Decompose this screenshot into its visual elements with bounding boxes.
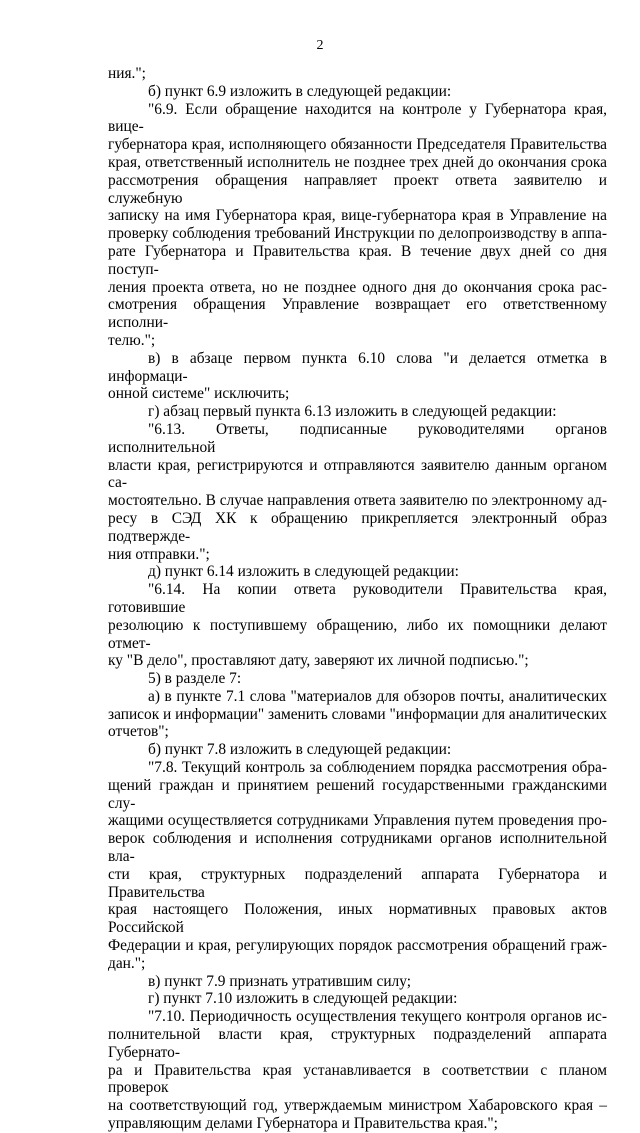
text-line: ку "В дело", проставляют дату, заверяют их личной подписью."; — [108, 652, 529, 670]
text-line: телю."; — [108, 331, 156, 349]
page-number: 2 — [316, 38, 324, 53]
text-line: сти края, структурных подразделений аппарата Губернатора и Правительства — [108, 865, 607, 901]
text-line: власти края, регистрируются и отправляются заявителю данным органом са- — [108, 456, 607, 492]
text-line: онной системе" исключить; — [108, 385, 290, 403]
text-line: "6.14. На копии ответа руководители Правительства края, готовившие — [108, 581, 607, 616]
text-line: рате Губернатора и Правительства края. В течение двух дней со дня поступ- — [108, 242, 607, 278]
text-line: щений граждан и принятием решений государственными гражданскими слу- — [108, 776, 607, 812]
text-line: ресу в СЭД ХК к обращению прикрепляется электронный образ подтвержде- — [108, 509, 607, 545]
text-line: смотрения обращения Управление возвращает его ответственному исполни- — [108, 296, 607, 332]
text-line: управляющим делами Губернатора и Правительства края."; — [108, 1115, 498, 1133]
text-line: края настоящего Положения, иных нормативных правовых актов Российской — [108, 901, 607, 937]
text-line: ния отправки."; — [108, 545, 210, 563]
text-line: записку на имя Губернатора края, вице-губернатора края в Управление на — [108, 207, 607, 225]
text-line: "6.13. Ответы, подписанные руководителями органов исполнительной — [108, 420, 607, 456]
text-line: "7.8. Текущий контроль за соблюдением порядка рассмотрения обра- — [148, 759, 607, 777]
text-line: жащими осуществляется сотрудниками Управления путем проведения про- — [108, 812, 607, 830]
text-line: г) абзац первый пункта 6.13 изложить в следующей редакции: — [148, 403, 557, 421]
text-line: ния."; — [108, 65, 146, 82]
text-line: резолюцию к поступившему обращению, либо их помощники делают отмет- — [108, 616, 607, 652]
text-line: д) пункт 6.14 изложить в следующей редакции: — [148, 563, 459, 581]
text-line: б) пункт 7.8 изложить в следующей редакции: — [148, 741, 452, 759]
text-line: мостоятельно. В случае направления ответа заявителю по электронному ад- — [108, 492, 607, 510]
text-line: г) пункт 7.10 изложить в следующей редакции: — [148, 990, 458, 1008]
text-line: дан."; — [108, 954, 146, 972]
text-line: б) пункт 6.9 изложить в следующей редакции: — [148, 82, 452, 100]
text-line: губернатора края, исполняющего обязанности Председателя Правительства — [108, 136, 607, 154]
text-line: верок соблюдения и исполнения сотрудниками органов исполнительной вла- — [108, 830, 607, 866]
text-line: полнительной власти края, структурных подразделений аппарата Губернато- — [108, 1026, 607, 1061]
text-line: на соответствующий год, утверждаемым министром Хабаровского края – — [108, 1097, 607, 1115]
text-line: "6.9. Если обращение находится на контроле у Губернатора края, вице- — [108, 100, 607, 136]
text-line: отчетов"; — [108, 723, 169, 741]
text-line: записок и информации" заменить словами "информации для аналитических — [108, 705, 607, 723]
text-line: проверку соблюдения требований Инструкции по делопроизводству в аппа- — [108, 225, 607, 243]
text-line: ра и Правительства края устанавливается в соответствии с планом проверок — [108, 1061, 607, 1097]
text-line: а) в пункте 7.1 слова "материалов для обзоров почты, аналитических — [148, 687, 607, 705]
text-line: в) пункт 7.9 признать утратившим силу; — [148, 972, 412, 990]
text-line: 5) в разделе 7: — [148, 670, 242, 688]
text-line: в) в абзаце первом пункта 6.10 слова "и делается отметка в информаци- — [108, 349, 607, 385]
text-line: ления проекта ответа, но не позднее одного дня до окончания срока рас- — [108, 278, 607, 296]
text-line: края, ответственный исполнитель не позднее трех дней до окончания срока — [108, 153, 607, 171]
document-body — [108, 65, 607, 1133]
text-line: Федерации и края, регулирующих порядок рассмотрения обращений граж- — [108, 937, 607, 955]
text-line: рассмотрения обращения направляет проект ответа заявителю и служебную — [108, 171, 607, 207]
text-line: "7.10. Периодичность осуществления текущего контроля органов ис- — [148, 1008, 607, 1026]
